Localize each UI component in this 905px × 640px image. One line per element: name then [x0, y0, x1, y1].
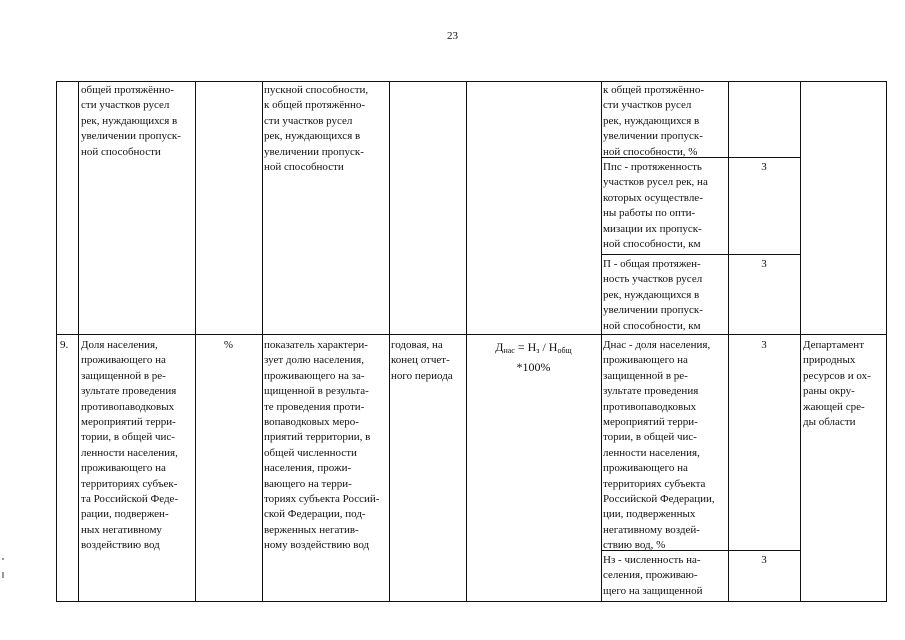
page-number: 23 — [447, 30, 458, 42]
column-border — [389, 81, 390, 602]
column-border — [886, 81, 887, 602]
table-bottom-border — [56, 601, 887, 602]
formula-mid: = Н — [514, 340, 537, 354]
unit: % — [223, 339, 234, 351]
column-border — [56, 81, 57, 602]
formula — [466, 339, 601, 375]
continued-variable-text: Ппс - протяженность участков русел рек, на которых осуществле- ны работы по опти- мизации их пропуск- ной способности, км — [603, 161, 708, 251]
continued-variable-source: 3 — [761, 258, 767, 270]
subrow-divider — [601, 254, 800, 255]
continued-indicator-description: пускной способности, к общей протяжённо- сти участков русел рек, нуждающихся в увеличении пропуск- ной способности — [264, 84, 369, 174]
variable-source: 3 — [761, 554, 767, 566]
continued-variable-text: П - общая протяжен- ность участков русел рек, нуждающихся в увеличении пропуск- ной способности, км — [603, 258, 703, 332]
column-border — [800, 81, 801, 602]
continued-variable-source: 3 — [761, 161, 767, 173]
column-border — [262, 81, 263, 602]
continued-variable-text: к общей протяжённо- сти участков русел рек, нуждающихся в увеличении пропуск- ной способности, % — [603, 84, 705, 158]
formula-lhs-sub: нас — [503, 346, 515, 355]
formula-line2: *100% — [516, 360, 551, 374]
responsible-department: Департамент природных ресурсов и ох- раны окру- жающей сре- ды области — [803, 339, 871, 429]
scan-margin-mark — [2, 558, 4, 560]
variable-source: 3 — [761, 339, 767, 351]
periodicity: годовая, на конец отчет- ного периода — [391, 339, 453, 382]
continued-indicator-name: общей протяжённо- сти участков русел рек, нуждающихся в увеличении пропуск- ной способности — [81, 84, 181, 158]
formula-div: / Н — [539, 340, 558, 354]
formula-div-sub: общ — [557, 346, 572, 355]
table-top-border — [56, 81, 887, 82]
row-divider — [56, 334, 887, 335]
column-border — [601, 81, 602, 602]
column-border — [78, 81, 79, 602]
formula-lhs: Д — [495, 340, 504, 354]
scan-margin-mark — [2, 572, 4, 578]
variable-text: Нз - численность на- селения, проживаю- щего на защищенной — [603, 554, 703, 597]
formula-mid-sub: з — [536, 346, 540, 355]
row-number: 9. — [60, 339, 69, 351]
indicator-name: Доля населения, проживающего на защищенной в ре- зультате проведения противопаводковых мероприятий терри- тории, в общей чис- ленности населения, проживающего на территориях субъек- та Российской Феде- рации, подвержен- ных негативному воздействию вод — [81, 339, 179, 552]
indicator-description: показатель характери- зует долю населения, проживающего на за- щищенной в результа- те проведения проти- вопаводковых меро- приятий территории, в общей численности населения, прожи- вающего на терри- ториях субъекта Россий- ской Федерации, под- верженных негатив- ному воздействию вод — [264, 339, 380, 552]
variable-text: Днас - доля населения, проживающего на защищенной в ре- зультате проведения противопаводковых мероприятий терри- тории, в общей чис- ленности населения, проживающего на территориях субъекта Российской Федерации, ции, подверженных негативному воздей- ствию вод, % — [603, 339, 715, 552]
